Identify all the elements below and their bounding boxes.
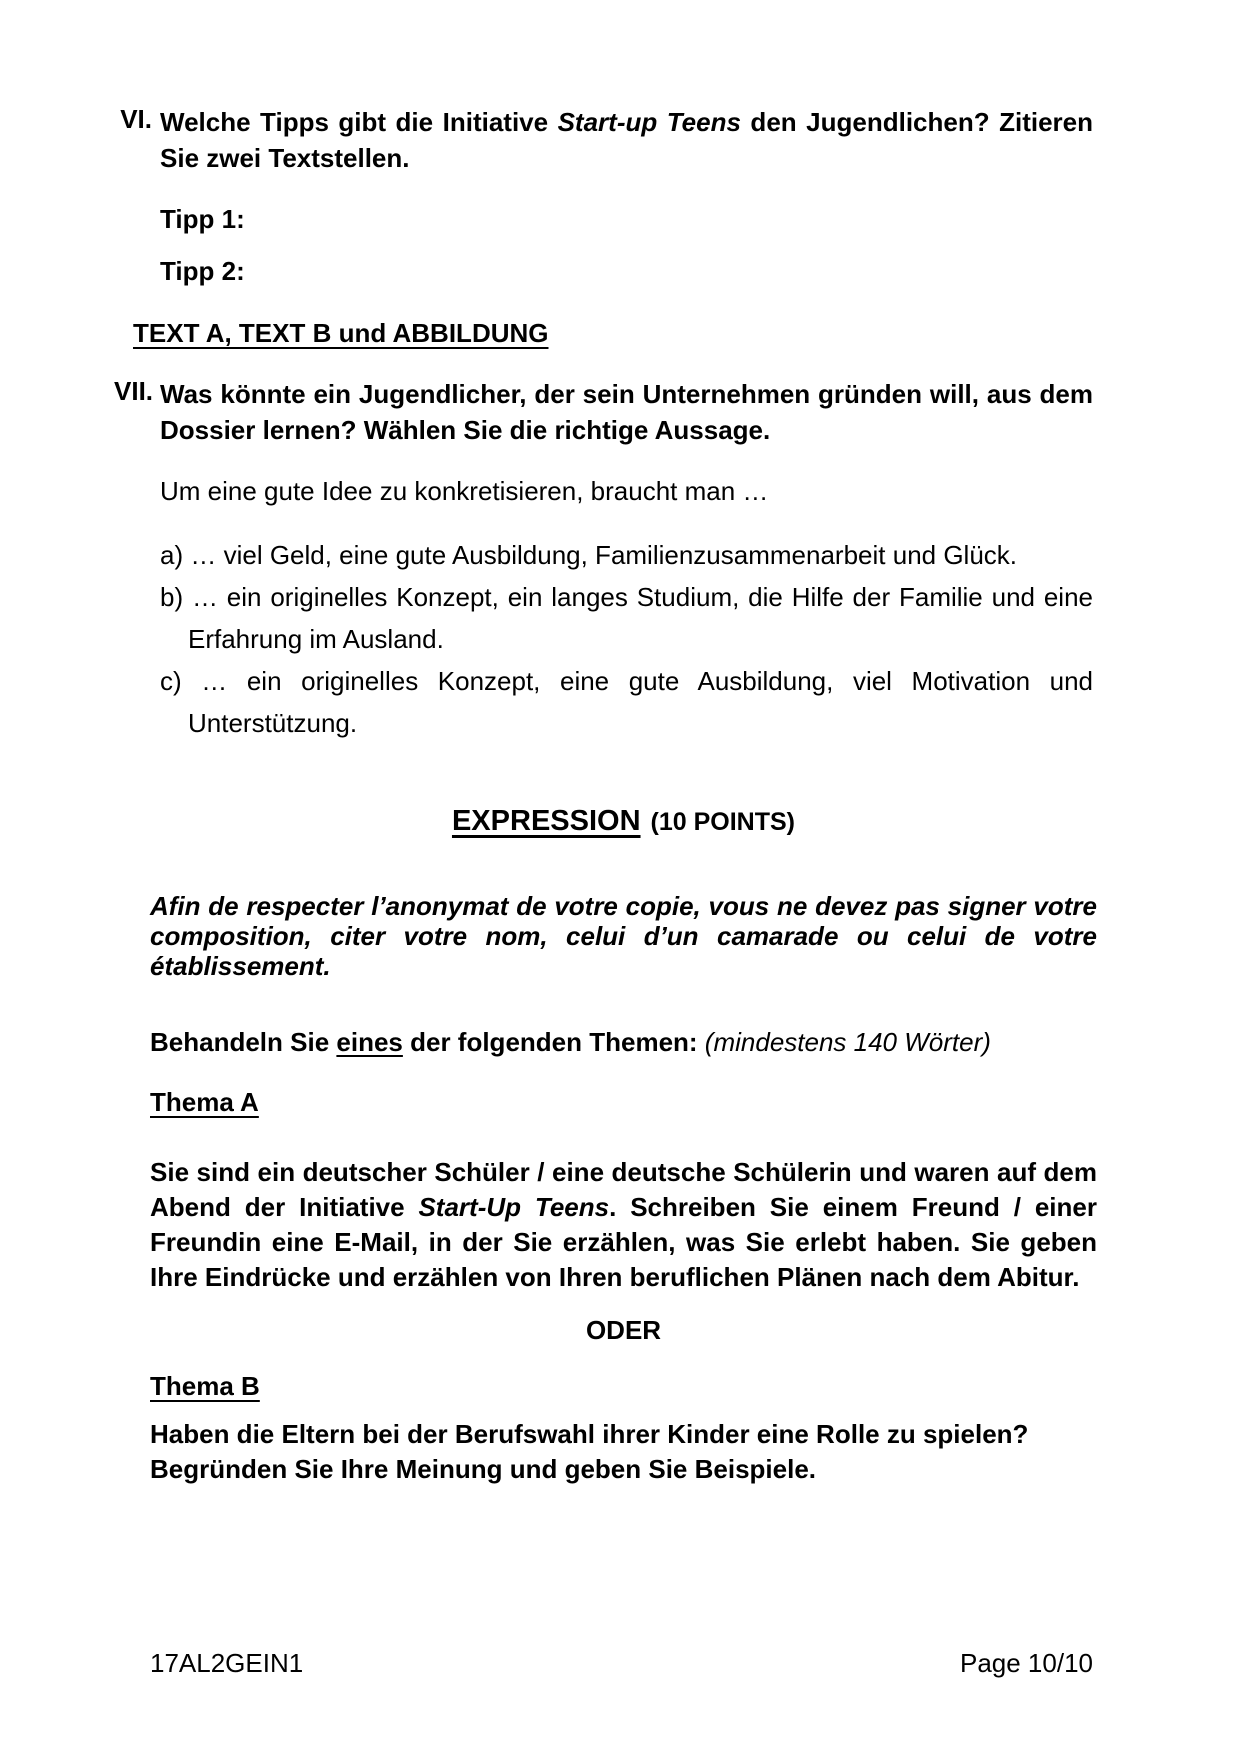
topic-instruction-part2: der folgenden Themen:: [402, 1027, 698, 1057]
question-vi-text-part1: Welche Tipps gibt die Initiative: [160, 107, 558, 137]
oder-separator: ODER: [585, 1315, 662, 1345]
expression-points: (10 POINTS): [650, 808, 796, 836]
question-vi-text-part2: den Jugendlichen? Zitieren Sie zwei Textstellen.: [160, 107, 1094, 173]
option-a-label: a): [160, 540, 184, 570]
topic-instruction-part1: Behandeln Sie: [150, 1027, 337, 1057]
question-vii-options: [160, 534, 1093, 744]
footer-page-number: Page 10/10: [959, 1648, 1093, 1678]
question-vi-initiative-name: Start-up Teens: [557, 107, 741, 137]
option-c-text: … ein originelles Konzept, eine gute Ausbildung, viel Motivation und Unterstützung.: [188, 666, 1093, 738]
question-vi-number: VI.: [120, 104, 152, 134]
question-vi-section: [120, 104, 1094, 288]
topic-instruction-note: (mindestens 140 Wörter): [697, 1027, 991, 1057]
tipp-1-label: Tipp 1:: [160, 204, 245, 234]
footer-document-code: 17AL2GEIN1: [150, 1648, 304, 1678]
question-vii: [114, 376, 1093, 448]
thema-a-text: [150, 1155, 1097, 1295]
option-a-text: … viel Geld, eine gute Ausbildung, Familienzusammenarbeit und Glück.: [190, 540, 1018, 570]
option-c-label: c): [160, 666, 182, 696]
option-a: [160, 534, 1093, 576]
thema-a-heading: Thema A: [150, 1087, 259, 1117]
question-vii-section: [114, 376, 1093, 744]
option-b: [160, 576, 1093, 660]
page-footer: [150, 1648, 1093, 1679]
anonymity-notice: Afin de respecter l’anonymat de votre copie, vous ne devez pas signer votre composition, citer votre nom, celui d’un camarade ou celui de votre établissement.: [150, 891, 1097, 981]
option-b-label: b): [160, 582, 184, 612]
topic-instruction-underlined: eines: [336, 1027, 403, 1057]
thema-b-heading: Thema B: [150, 1371, 260, 1401]
expression-title: EXPRESSION: [451, 805, 641, 837]
expression-heading: [150, 802, 1097, 841]
question-vii-text: Was könnte ein Jugendlicher, der sein Unternehmen gründen will, aus dem Dossier lernen? Wählen Sie die richtige Aussage.: [160, 379, 1093, 445]
texts-reference-heading: TEXT A, TEXT B und ABBILDUNG: [133, 318, 549, 348]
question-vi-text: [160, 104, 1093, 176]
expression-section: [150, 802, 1097, 1487]
thema-a-initiative-name: Start-Up Teens: [418, 1192, 610, 1222]
option-b-text: … ein originelles Konzept, ein langes Studium, die Hilfe der Familie und eine Erfahrung im Ausland.: [188, 582, 1093, 654]
option-c: [160, 660, 1093, 744]
thema-b-text: Haben die Eltern bei der Berufswahl ihrer Kinder eine Rolle zu spielen? Begründen Sie Ihre Meinung und geben Sie Beispiele.: [150, 1419, 1029, 1484]
question-vii-intro: Um eine gute Idee zu konkretisieren, braucht man …: [160, 476, 769, 506]
topic-instruction: [150, 1025, 1097, 1059]
tipp-2-label: Tipp 2:: [160, 256, 245, 286]
thema-a-text-part2: . Schreiben Sie einem Freund / einer Freundin eine E-Mail, in der Sie erzählen, was Sie erlebt haben. Sie geben Ihre Eindrücke und erzählen von Ihren beruflichen Plänen nach dem Abitur.: [150, 1192, 1097, 1292]
question-vii-number: VII.: [114, 376, 154, 406]
thema-a-text-part1: Sie sind ein deutscher Schüler / eine deutsche Schülerin und waren auf dem Abend der Initiative: [150, 1157, 1097, 1222]
question-vi: [120, 104, 1094, 176]
